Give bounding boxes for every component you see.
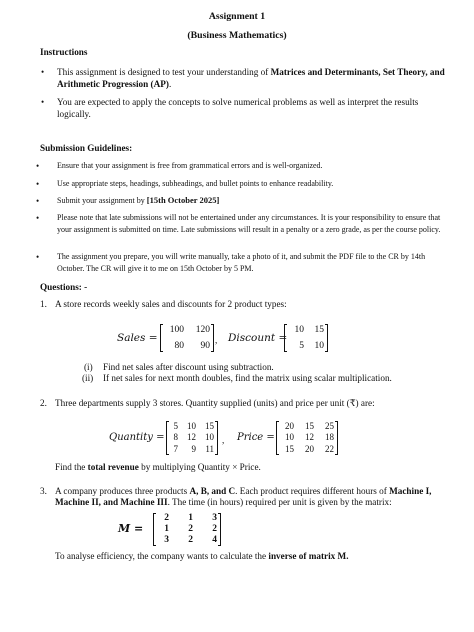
q1-part-i-number: (i) xyxy=(84,362,93,372)
matrix-cell: 2 xyxy=(164,513,169,523)
matrix-cell: 20 xyxy=(305,443,314,454)
quantity-matrix xyxy=(166,421,218,455)
matrix-cell: 120 xyxy=(195,325,210,335)
matrix-cell: 10 xyxy=(187,421,196,431)
matrix-cell: 12 xyxy=(187,432,196,443)
matrix-cell: 15 xyxy=(285,443,294,454)
q1-part-i-text: Find net sales after discount using subtraction. xyxy=(103,362,274,372)
q3-text-2: . Each product requires different hours of xyxy=(235,486,390,496)
matrix-cell: 5 xyxy=(299,340,304,351)
guidelines-heading: Submission Guidelines: xyxy=(40,143,133,153)
matrix-cell: 20 xyxy=(285,421,294,431)
instruction-1-topics: Matrices and Determinants, Set Theory, and Arithmetic Progression (AP) xyxy=(57,67,445,89)
question-2-find xyxy=(55,461,445,473)
matrix-cell: 3 xyxy=(164,535,169,545)
bullet-icon: • xyxy=(36,179,40,189)
find-text: Find the xyxy=(55,462,88,472)
guideline-item-3: Please note that late submissions will not be entertained under any circumstances. It is your responsibility to ensure that your assignment is submitted on time. Late submissions will result in a penalty or a zero grade, as per the course policy. xyxy=(57,213,441,234)
quantity-label: Quantity = xyxy=(109,432,165,443)
comma: , xyxy=(222,435,225,445)
matrix-cell: 10 xyxy=(205,432,214,443)
q1-part-ii-number: (ii) xyxy=(82,373,94,383)
instruction-item-1 xyxy=(57,66,447,90)
sales-label-text: Sales xyxy=(117,332,146,344)
q3-machine-1: Machine I, xyxy=(389,486,432,496)
bullet-icon: • xyxy=(41,97,45,107)
matrix-cell: 9 xyxy=(191,443,196,454)
question-3-line-2 xyxy=(55,496,450,508)
guideline-item-4: The assignment you prepare, you will write manually, take a photo of it, and submit the PDF file to the CR by 14th October. The CR will give it to me on 15th October by 5 PM. xyxy=(57,252,426,273)
instruction-1-text: This assignment is designed to test your understanding of xyxy=(57,67,271,77)
matrix-cell: 15 xyxy=(205,421,214,431)
closing-text: To analyse efficiency, the company wants to calculate the xyxy=(55,551,269,561)
matrix-cell: 4 xyxy=(212,535,217,545)
question-2-text: Three departments supply 3 stores. Quantity supplied (units) and price per unit (₹) are: xyxy=(55,398,375,408)
matrix-cell: 1 xyxy=(188,513,193,523)
q3-machines: Machine II, and Machine III xyxy=(55,497,168,507)
bullet-icon: • xyxy=(36,161,40,171)
matrix-cell: 10 xyxy=(314,340,324,351)
matrix-cell: 15 xyxy=(314,325,324,335)
matrix-m xyxy=(153,513,221,546)
document-title: Assignment 1 xyxy=(208,11,266,22)
questions-heading: Questions: - xyxy=(40,282,88,292)
matrix-cell: 7 xyxy=(173,443,178,454)
sales-matrix xyxy=(160,324,214,352)
instruction-item-2: You are expected to apply the concepts to solve numerical problems as well as interpret the results logically. xyxy=(57,97,419,119)
matrix-cell: 80 xyxy=(174,340,184,351)
question-2-number: 2. xyxy=(40,398,47,408)
discount-matrix xyxy=(284,324,328,352)
matrix-m-label-text: M xyxy=(118,522,131,535)
q3-products: A, B, and C xyxy=(189,486,236,496)
comma: , xyxy=(215,335,218,345)
matrix-cell: 1 xyxy=(164,524,169,534)
matrix-cell: 90 xyxy=(200,340,210,351)
price-matrix xyxy=(276,421,338,455)
matrix-cell: 100 xyxy=(169,325,184,335)
bullet-icon: • xyxy=(36,252,40,262)
find-rest: by multiplying Quantity × Price. xyxy=(138,462,261,472)
q1-part-ii-text: If net sales for next month doubles, find the matrix using scalar multiplication. xyxy=(103,373,392,383)
matrix-cell: 22 xyxy=(325,443,334,454)
discount-label: Discount = xyxy=(228,332,288,344)
question-3-number: 3. xyxy=(40,486,47,496)
matrix-cell: 10 xyxy=(294,325,304,335)
guideline-item-1: Ensure that your assignment is free from grammatical errors and is well-organized. xyxy=(57,161,323,170)
matrix-cell: 25 xyxy=(325,421,334,431)
instruction-1-end: . xyxy=(168,79,172,89)
q3-text: A company produces three products xyxy=(55,486,190,496)
question-1-number: 1. xyxy=(40,299,47,309)
matrix-cell: 2 xyxy=(188,535,193,545)
question-1-text: A store records weekly sales and discounts for 2 product types: xyxy=(55,299,287,309)
matrix-m-label: M = xyxy=(118,522,144,535)
guideline-item-2: Use appropriate steps, headings, subheadings, and bullet points to enhance readability. xyxy=(57,179,334,188)
closing-emphasis: inverse of matrix M. xyxy=(268,551,349,561)
matrix-cell: 2 xyxy=(212,524,217,534)
matrix-cell: 11 xyxy=(205,443,214,454)
matrix-cell: 12 xyxy=(305,432,314,443)
guideline-item-deadline xyxy=(57,195,447,207)
deadline-text: Submit your assignment by xyxy=(57,196,147,205)
find-emphasis: total revenue xyxy=(87,462,139,472)
quantity-label-text: Quantity xyxy=(109,432,153,443)
matrix-cell: 8 xyxy=(173,432,178,443)
matrix-cell: 2 xyxy=(188,524,193,534)
question-3-closing xyxy=(55,550,450,562)
bullet-icon: • xyxy=(36,196,40,206)
instructions-heading: Instructions xyxy=(40,47,88,57)
price-label: Price = xyxy=(237,432,275,443)
matrix-cell: 5 xyxy=(173,421,178,431)
matrix-cell: 3 xyxy=(212,513,217,523)
sales-label: Sales = xyxy=(117,332,158,344)
deadline-date: [15th October 2025] xyxy=(146,195,220,205)
q3-text-3: . The time (in hours) required per unit is given by the matrix: xyxy=(167,497,392,507)
document-subtitle: (Business Mathematics) xyxy=(187,30,287,41)
bullet-icon: • xyxy=(36,213,40,223)
matrix-cell: 15 xyxy=(305,421,314,431)
price-label-text: Price xyxy=(237,432,264,443)
matrix-cell: 18 xyxy=(325,432,334,443)
bullet-icon: • xyxy=(41,67,45,77)
matrix-cell: 10 xyxy=(285,432,294,443)
discount-label-text: Discount xyxy=(228,332,276,344)
